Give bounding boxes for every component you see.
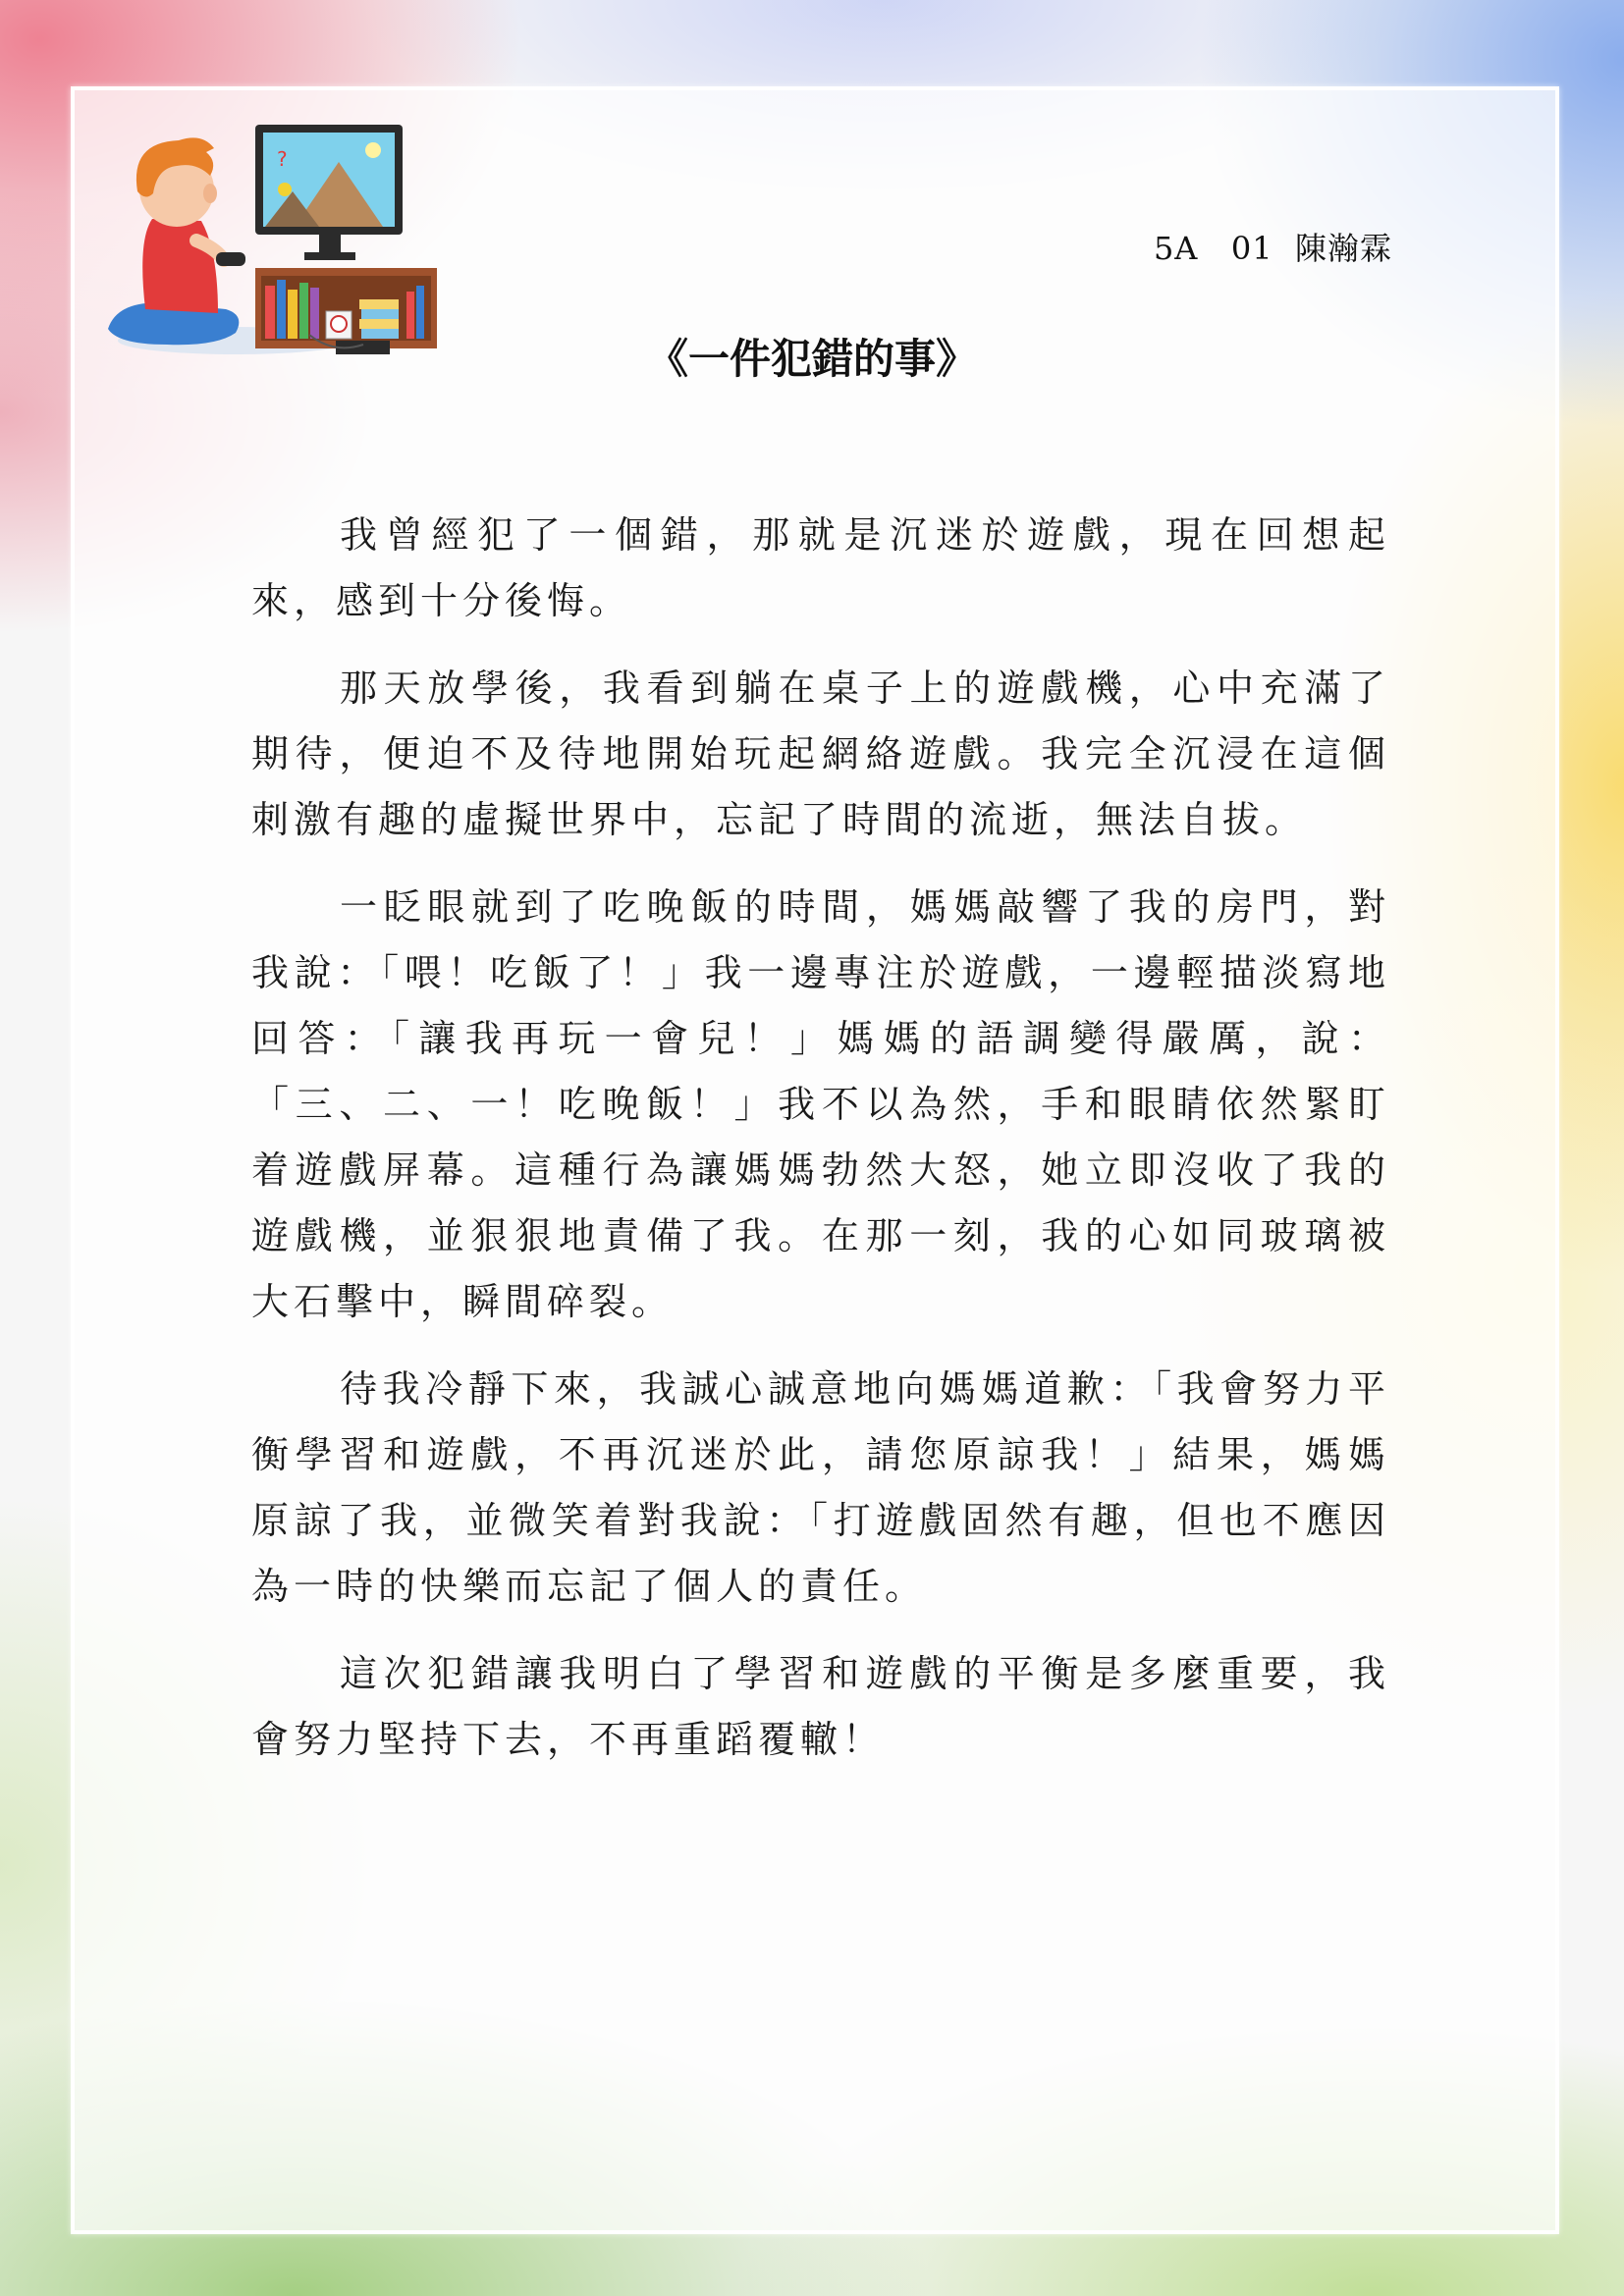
essay-body <box>251 503 1390 1794</box>
essay-paragraph: 待我冷靜下來，我誠心誠意地向媽媽道歉：「我會努力平衡學習和遊戲，不再沉迷於此，請您原諒我！」結果，媽媽原諒了我，並微笑着對我說：「打遊戲固然有趣，但也不應因為一時的快樂而忘記了個人的責任。 <box>251 1367 1390 1608</box>
essay-paragraph: 一眨眼就到了吃晚飯的時間，媽媽敲響了我的房門，對我說：「喂！吃飯了！」我一邊專注於遊戲，一邊輕描淡寫地回答：「讓我再玩一會兒！」媽媽的語調變得嚴厲，說：「三、二、一！吃晚飯！」我不以為然，手和眼睛依然緊盯着遊戲屏幕。這種行為讓媽媽勃然大怒，她立即沒收了我的遊戲機，並狠狠地責備了我。在那一刻，我的心如同玻璃被大石擊中，瞬間碎裂。 <box>251 885 1390 1323</box>
essay-paragraph: 我曾經犯了一個錯，那就是沉迷於遊戲，現在回想起來，感到十分後悔。 <box>251 513 1390 622</box>
svg-text:?: ? <box>277 147 288 171</box>
boy-playing-video-game-illustration <box>108 123 452 358</box>
essay-title: 《一件犯錯的事》 <box>646 335 977 383</box>
essay-paragraph: 那天放學後，我看到躺在桌子上的遊戲機，心中充滿了期待，便迫不及待地開始玩起網絡遊戲。我完全沉浸在這個刺激有趣的虛擬世界中，忘記了時間的流逝，無法自拔。 <box>251 667 1390 841</box>
essay-paragraph: 這次犯錯讓我明白了學習和遊戲的平衡是多麼重要，我會努力堅持下去，不再重蹈覆轍！ <box>251 1652 1390 1761</box>
author-line: 5A 01 陳瀚霖 <box>1153 230 1392 267</box>
